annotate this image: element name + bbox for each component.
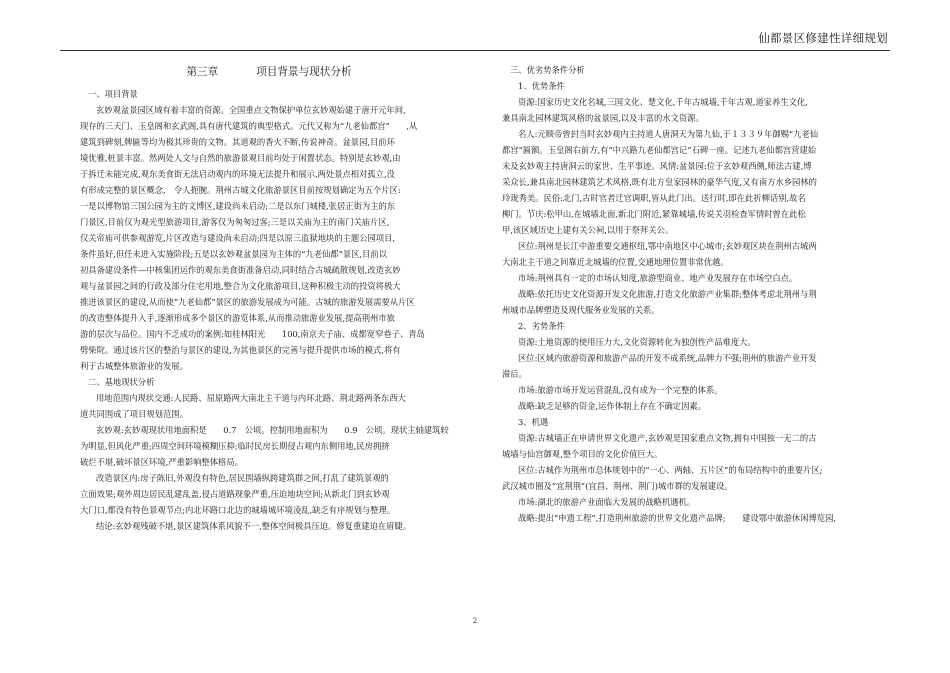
text-line: 道共同围成了项目规划范围。 — [80, 409, 188, 419]
text-line: 名人:元顺帝曾封当时玄妙观内主持道人唐洞天为第九仙,于１３３９年御赐“九老仙 — [518, 129, 819, 139]
text-line: 玄妙观:玄妙观现状用地面积是 0.7 公顷。控制用地面积为 0.9 公顷。现状主轴建筑较 — [96, 425, 449, 435]
text-line: 柳门。节庆:松甲山,在城墙北面,新北门附近,紧靠城墙,传说关羽检查军情时曾在此松 — [502, 209, 806, 219]
text-line: 有形成完整的景区概念, 令人扼腕。荆州古城文化旅游景区目前按规划确定为五个片区: — [80, 185, 401, 195]
text-line: 利于古城整体旅游业的发展。 — [80, 361, 188, 371]
text-line: 市场:荆州具有一定的市场认知度,旅游型商业、地产业发展存在市场空白点。 — [518, 273, 798, 283]
text-line: 大南北主干道之间靠近北城墙的位置,交通地理位置非常优越。 — [502, 257, 729, 267]
text-line: 的改造整体提升入手,逐渐形成多个景区的游览体系,从而推动旅游业发展,提高荆州市旅 — [80, 313, 395, 323]
chapter-number: 第三章 — [186, 66, 219, 78]
chapter-heading — [80, 62, 458, 82]
text-line: 建筑到碑刻,牌匾等均为极其珍贵的文物。其道观的香火不断,传说神奇。盆景园,目前环 — [80, 137, 395, 147]
text-line: 玄妙观盆景园区域有着丰富的资源。全国重点文物保护单位玄妙观始建于唐开元年间, — [96, 105, 406, 115]
text-line: 1、优势条件 — [518, 81, 565, 91]
text-line: 条件虽好,但任未进入实施阶段;五是以玄妙观盆景园为主体的“九老仙都”景区,目前以 — [80, 249, 387, 259]
right-column — [502, 62, 886, 526]
text-line: 采众长,兼具南北园林建筑艺术风格,既有北方皇家园林的豪华气度,又有南方水乡园林的 — [502, 177, 817, 187]
text-line: 初具备建设条件—中核集团运作的观东美食街准备启动,同时结合古城疏散规划,改造玄妙 — [80, 265, 401, 275]
text-line: 推进该景区的建设,从而使“九老仙都”景区的旅游发展成为可能。古城的旅游发展需要从片区 — [80, 297, 415, 307]
text-line: 仅关帝庙可供参观游览,片区改造与建设尚未启动;四是以原三监狱地块的主题公园项目, — [80, 233, 396, 243]
text-line: 观与盆景园之间的行政及部分住宅用地,整合为文化旅游项目,这种积极主动的投资将极大 — [80, 281, 401, 291]
text-line: 为明显,但风化严重;四周空间环境模糊压抑;临时民房长期侵占观内东侧用地,民房拥挤 — [80, 441, 390, 451]
text-line: 现存的三天门、玉皇阁和玄武阁,具有唐代建筑的典型格式。元代又称为“九老仙都宫” ,从 — [80, 121, 418, 131]
text-line: 武汉城市圈及“宜荆荆”(宜昌、荆州、荆门)城市群的发展建设。 — [502, 481, 733, 491]
text-line: 市场:湖北的旅游产业面临大发展的战略机遇机。 — [518, 497, 696, 507]
text-line: 都宫”匾额。玉皇阁右前方,有“中兴路九老仙都宫记”石碑一座。记述九老仙都宫营建始 — [502, 145, 817, 155]
left-column — [80, 62, 458, 534]
section-heading: 二、基地现状分析 — [88, 377, 155, 387]
section-heading: 一、项目背景 — [88, 89, 138, 99]
text-line: 门景区,目前仅为观光型旅游项目,游客仅为匆匆过客;三是以关庙为主的南门关庙片区, — [80, 217, 390, 227]
text-line: 甲,该区域历史上建有关公祠,以用于祭拜关公。 — [502, 225, 674, 235]
text-line: 破烂不堪,破坏景区环境,严重影响整体格局。 — [80, 457, 243, 467]
text-line: 战略:缺乏足够的资金,运作体制上存在不确定因素。 — [518, 401, 706, 411]
text-line: 3、机遇 — [518, 417, 549, 427]
text-line: 区位:荆州是长江中游重要交通枢纽,鄂中南地区中心城市;玄妙观区块在荆州古城两 — [518, 241, 817, 251]
text-line: 区位:区域内旅游资源和旅游产品的开发不成系统,品牌力不强;荆州的旅游产业开发 — [518, 353, 817, 363]
text-line: 资源:土地资源的使用压力大,文化资源转化为独创性产品难度大。 — [518, 337, 756, 347]
text-line: 结论:玄妙观残破不堪,景区建筑体系风貌不一,整体空间极具压迫。修复重建迫在眉睫。 — [96, 521, 412, 531]
text-line: 一是以博物馆三国公园为主的文博区,建设尚未启动;二是以东门城楼,张居正街为主的东 — [80, 201, 396, 211]
text-line: 改造景区内:房子陈旧,外观没有特色,居民围墙纵跨建筑群之间,打乱了建筑景观的 — [96, 473, 389, 483]
text-line: 战略:提出“申遗工程”,打造荆州旅游的世界文化遗产品牌; 建设鄂中旅游休闲博览园, — [518, 513, 837, 523]
section-heading: 三、优劣势条件分析 — [510, 65, 585, 75]
text-line: 资源:国家历史文化名城,三国文化、楚文化,千年古城墙,千年古观,道家养生文化, — [518, 97, 808, 107]
text-line: 滞后。 — [502, 369, 527, 379]
text-line: 于拆迁未能完成,观东美食街无法启动观内的环境无法提升和展示,两处景点相对孤立,没 — [80, 169, 395, 179]
text-line: 境优雅,桩景丰富。然两处人文与自然的旅游景观目前均处于闲置状态。特别是玄妙观,由 — [80, 153, 401, 163]
text-line: 末及玄妙观主持唐洞云的家世、生平事迹。风情:盆景园:位于玄妙观西侧,师法古建,博 — [502, 161, 812, 171]
document-header-title: 仙都景区修建性详细规划 — [758, 31, 888, 45]
text-line: 区位:古城作为荆州市总体规划中的“一心、两轴、五片区”的布局结构中的重要片区; — [518, 465, 823, 475]
text-line: 立面效果;观外周边居民乱建乱盖,侵占道路现象严重,压迫地块空间;从新北门到玄妙观 — [80, 489, 390, 499]
text-line: 兼具南北园林建筑风格的盆景园,以及丰富的水文资源。 — [502, 113, 704, 123]
text-line: 劈柴院。通过该片区的整治与景区的建设,为其他景区的完善与提升提供市场的模式,将有 — [80, 345, 401, 355]
chapter-title: 项目背景与现状分析 — [256, 66, 352, 78]
text-line: 州城市品牌塑造及现代服务业发展的关系。 — [502, 305, 660, 315]
text-line: 玲珑秀美。民俗:北门,古时官者迁官调职,皆从此门出。送行时,即在此折柳话别,故名 — [502, 193, 806, 203]
text-line: 2、劣势条件 — [518, 321, 565, 331]
page-number: 2 — [472, 617, 478, 625]
text-line: 市场:旅游市场开发运营混乱,没有成为一个完整的体系。 — [518, 385, 723, 395]
text-line: 战略:依托历史文化资源开发文化旅游,打造文化旅游产业集群;整体考虑北荆州与荆 — [518, 289, 817, 299]
text-line: 游的层次与品位。国内不乏成功的案例:如桂林阳光 100,南京夫子庙、成都宽窄巷子、青岛 — [80, 329, 425, 339]
text-line: 资源:古城墙正在申请世界文化遗产,玄妙观是国家重点文物,拥有中国独一无二的古 — [518, 433, 817, 443]
text-line: 用地范围内现状交通:人民路、屈原路两大南北主干道与内环北路、荆北路两条东西大 — [96, 393, 406, 403]
text-line: 大门口,都没有特色景观节点;内北环路口北边的城墙城环境凌乱,缺乏有序规划与整理。 — [80, 505, 396, 515]
header-divider — [60, 50, 890, 51]
text-line: 城墙与仙宫御观,整个项目的文化价值巨大。 — [502, 449, 663, 459]
